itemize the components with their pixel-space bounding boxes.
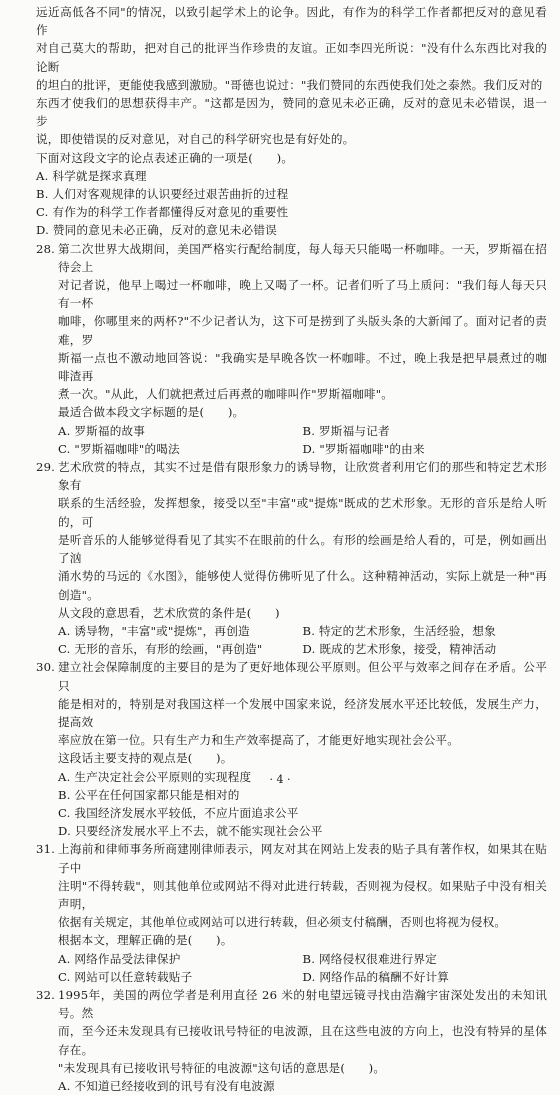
question-29 (36, 458, 547, 658)
passage-line: 第二次世界大战期间，美国严格实行配给制度，每人每天只能喝一杯咖啡。一天，罗斯福在招待会上 (58, 241, 547, 274)
option-item: B. 人们对客观规律的认识要经过艰苦曲折的过程 (36, 187, 289, 202)
passage-line: 的坦白的批评，更能使我感到激励。"哥德也说过："我们赞同的东西使我们处之泰然。我们反对的 (36, 77, 543, 92)
question-stem: 这段话主要支持的观点是( )。 (58, 751, 233, 766)
option-item: C. 有作为的科学工作者都懂得反对意见的重要性 (36, 205, 289, 220)
question-stem: 最适合做本段文字标题的是( )。 (58, 405, 245, 420)
question-stem: 根据本文，理解正确的是( )。 (58, 933, 233, 948)
question-number: 29. (36, 460, 56, 475)
question-number: 30. (36, 660, 56, 675)
option-list (58, 422, 547, 458)
option-item: A. 诱导物，"丰富"或"提炼"，再创造 (58, 623, 250, 638)
question-body (58, 240, 547, 458)
option-list (58, 950, 547, 986)
option-item: B. 网络侵权很难进行界定 (302, 951, 437, 966)
option-item: C. 无形的音乐，有形的绘画，"再创造" (58, 642, 263, 657)
question-stem: 下面对这段文字的论点表述正确的一项是( )。 (36, 150, 294, 165)
option-item: A. 不知道已经接收到的讯号有没有电波源 (58, 1078, 275, 1093)
option-item: D. 赞同的意见未必正确，反对的意见未必错误 (36, 223, 277, 238)
option-item: D. "罗斯福咖啡"的由来 (302, 441, 425, 456)
option-item: A. 网络作品受法律保护 (58, 951, 181, 966)
option-item: B. 特定的艺术形象，生活经验，想象 (302, 623, 496, 638)
option-list (36, 167, 547, 240)
passage-line: 1995年，美国的两位学者是利用直径 26 米的射电望远镜寻找由浩瀚宇宙深处发出的未知讯号。然 (58, 987, 547, 1021)
passage-line: 率应放在第一位。只有生产力和生产效率提高了，才能更好地实现社会公平。 (58, 733, 459, 748)
option-item: A. 生产决定社会公平原则的实现程度 (58, 769, 252, 784)
option-item: A. 科学就是探求真理 (36, 168, 147, 183)
passage-line: 说，即使错误的反对意见，对自己的科学研究也是有好处的。 (36, 132, 355, 147)
question-number: 32. (36, 987, 56, 1002)
question-28 (36, 240, 547, 458)
passage-line: 煮一次。"从此，人们就把煮过后再煮的咖啡叫作"罗斯福咖啡"。 (58, 387, 394, 402)
option-item: C. 网站可以任意转载贴子 (58, 969, 193, 984)
passage-line: 是听音乐的人能够觉得看见了其实不在眼前的什么。有形的绘画是给人看的，可是，例如画出了汹 (58, 532, 547, 566)
option-item: D. 只要经济发展水平上不去，就不能实现社会公平 (58, 824, 323, 839)
option-item: B. 罗斯福与记者 (302, 423, 390, 438)
page-number: · 4 · (269, 773, 291, 786)
passage-line: 依据有关规定，其他单位或网站可以进行转载，但必须支付稿酬，否则也将视为侵权。 (58, 915, 507, 930)
option-item: D. 网络作品的稿酬不好计算 (302, 969, 450, 984)
question-body (58, 658, 547, 840)
option-item: C. "罗斯福咖啡"的喝法 (58, 441, 180, 456)
question-stem: 从文段的意思看，艺术欣赏的条件是( ) (58, 605, 280, 620)
passage-line: 咖啡，你哪里来的两杯?"不少记者认为，这下可是捞到了头版头条的大新闻了。面对记者的责难，罗 (58, 314, 547, 347)
option-item: B. 公平在任何国家都只能是相对的 (58, 787, 240, 802)
passage-line: 能是相对的，特别是对我国这样一个发展中国家来说，经济发展水平还比较低，发展生产力，提高效 (58, 696, 547, 729)
passage-line: 上海前和律师事务所商建刚律师表示，网友对其在网站上发表的贴子具有著作权，如果其在贴子中 (58, 842, 547, 875)
passage-line: 联系的生活经验，发挥想象，接受以至"丰富"或"提炼"既成的艺术形象。无形的音乐是给人听的，可 (58, 496, 547, 529)
option-list (58, 1077, 547, 1095)
passage-line: 对自己莫大的帮助，把对自己的批评当作珍贵的友谊。正如李四光所说："没有什么东西比对我的论断 (36, 41, 547, 74)
passage-line: 东西才使我们的思想获得丰产。"这都是因为，赞同的意见未必正确，反对的意见未必错误，退一步 (36, 96, 547, 129)
passage-line: 斯福一点也不激动地回答说："我确实是早晚各饮一杯咖啡。不过，晚上我是把早晨煮过的咖啡渣再 (58, 350, 547, 384)
question-number: 31. (36, 842, 56, 857)
question-30 (36, 658, 547, 840)
question-31 (36, 840, 547, 986)
option-item: C. 我国经济发展水平较低，不应片面追求公平 (58, 805, 299, 820)
question-body (58, 986, 547, 1095)
passage-line: 艺术欣赏的特点，其实不过是借有限形象力的诱导物，让欣赏者利用它们的那些和特定艺术形象有 (58, 460, 547, 493)
question-32 (36, 986, 547, 1095)
passage-line: 注明"不得转载"，则其他单位或网站不得对此进行转载，否则视为侵权。如果贴子中没有相关声明， (58, 878, 547, 911)
passage-line: 对记者说，他早上喝过一杯咖啡，晚上又喝了一杯。记者们听了马上质问："我们每人每天只有一杯 (58, 278, 547, 311)
passage-line: 涌水势的马远的《水图》，能够使人觉得仿佛听见了什么。这种精神活动，实际上就是一种"再创造"。 (58, 569, 547, 602)
passage-line: 建立社会保障制度的主要目的是为了更好地体现公平原则。但公平与效率之间存在矛盾。公平只 (58, 660, 547, 693)
passage-line: 而，至今还未发现具有已接收讯号特征的电波源，且在这些电波的方向上，也没有特异的星体存在。 (58, 1024, 547, 1057)
passage-line: 远近高低各不同"的情况，以致引起学术上的论争。因此，有作为的科学工作者都把反对的意见看作 (36, 5, 547, 38)
option-item: A. 罗斯福的故事 (58, 423, 146, 438)
option-list (58, 622, 547, 658)
question-number: 28. (36, 241, 56, 256)
intro-passage (36, 3, 547, 240)
question-body (58, 840, 547, 986)
page-content (36, 3, 547, 1095)
passage-line: "未发现具有已接收讯号特征的电波源"这句话的意思是( )。 (58, 1060, 386, 1075)
option-item: D. 既成的艺术形象，接受，精神活动 (302, 642, 497, 657)
question-body (58, 458, 547, 658)
